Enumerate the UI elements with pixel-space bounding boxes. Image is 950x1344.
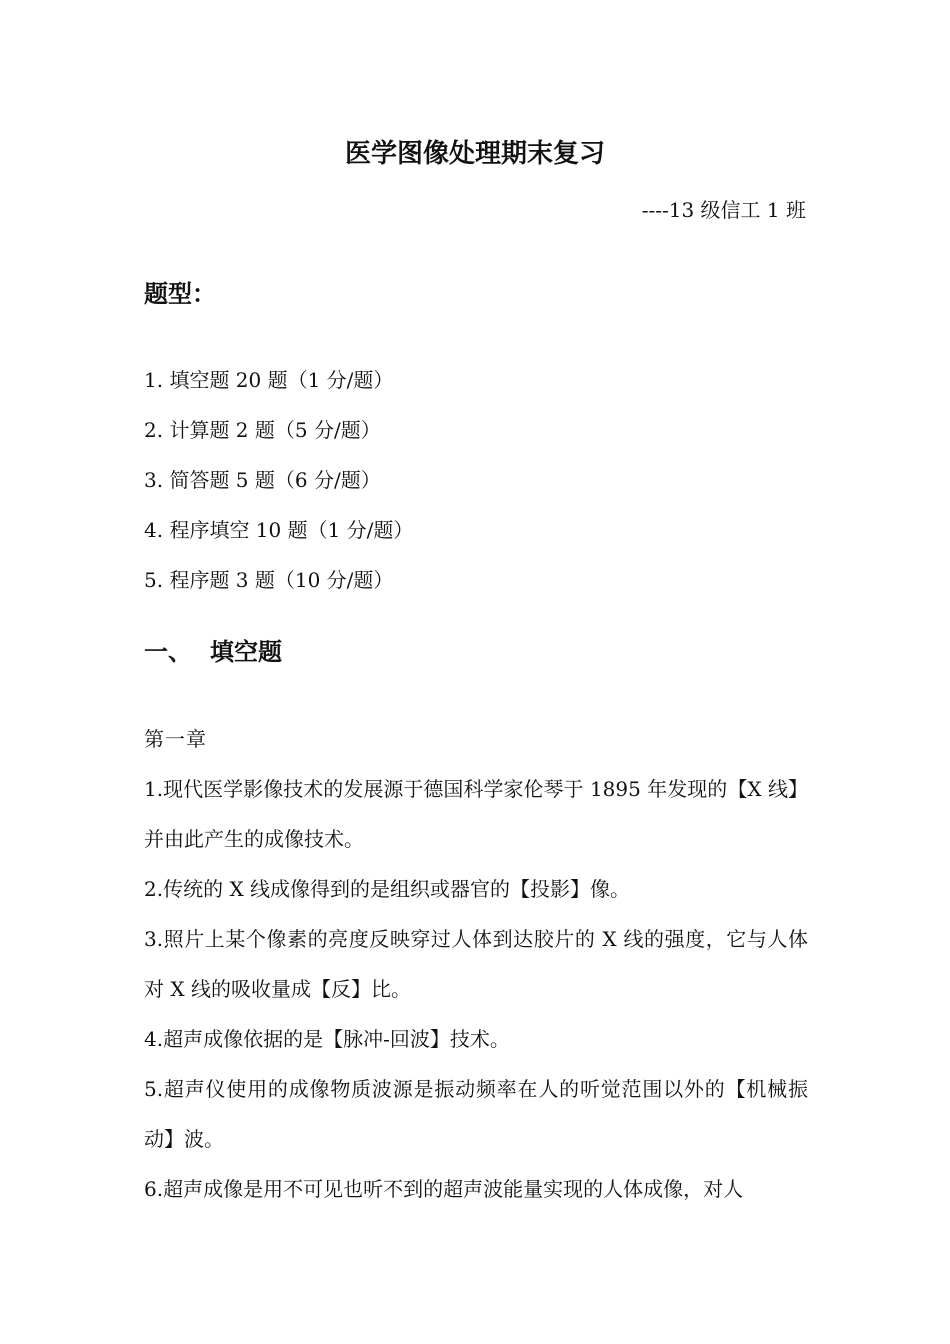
question-type-item: 5. 程序题 3 题（10 分/题） (144, 568, 394, 592)
question-types-heading: 题型： (144, 280, 216, 308)
question-item: 2.传统的 X 线成像得到的是组织或器官的【投影】像。 (144, 877, 631, 901)
document-subtitle: ----13 级信工 1 班 (641, 198, 806, 222)
question-type-item: 1. 填空题 20 题（1 分/题） (144, 368, 394, 392)
chapter-label: 第一章 (144, 727, 207, 751)
question-item: 1.现代医学影像技术的发展源于德国科学家伦琴于 1895 年发现的【X 线】并由此产生的成像技术。 (144, 777, 808, 851)
section-title: 填空题 (210, 638, 282, 666)
question-item: 5.超声仪使用的成像物质波源是振动频率在人的听觉范围以外的【机械振动】波。 (144, 1077, 808, 1151)
question-types-list (144, 355, 413, 605)
section-number: 一、 (144, 638, 192, 666)
question-type-item: 3. 简答题 5 题（6 分/题） (144, 468, 381, 492)
question-item: 3.照片上某个像素的亮度反映穿过人体到达胶片的 X 线的强度，它与人体对 X 线的吸收量成【反】比。 (144, 927, 808, 1001)
question-item: 4.超声成像依据的是【脉冲-回波】技术。 (144, 1027, 510, 1051)
document-title: 医学图像处理期末复习 (344, 139, 605, 169)
section-one-heading (144, 634, 282, 670)
question-item: 6.超声成像是用不可见也听不到的超声波能量实现的人体成像，对人 (144, 1177, 744, 1201)
question-type-item: 4. 程序填空 10 题（1 分/题） (144, 518, 414, 542)
section-one-body (144, 714, 808, 1214)
question-type-item: 2. 计算题 2 题（5 分/题） (144, 418, 381, 442)
